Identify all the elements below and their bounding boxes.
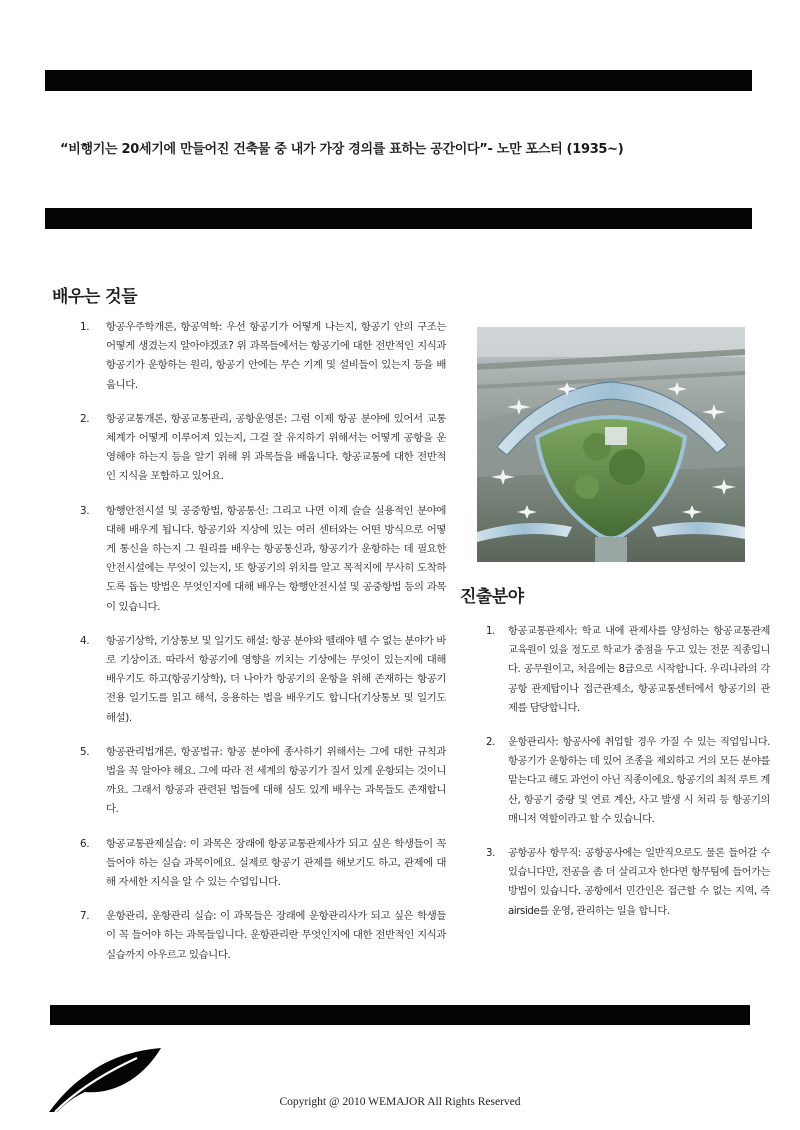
item-number: 3.: [486, 848, 495, 860]
item-number: 1.: [80, 321, 90, 333]
footer-divider-bar: [50, 1005, 750, 1025]
airport-illustration: [477, 327, 745, 562]
item-number: 6.: [80, 837, 90, 850]
list-item: [80, 410, 446, 487]
top-divider-bar: [45, 70, 752, 91]
item-number: 4.: [80, 634, 90, 647]
header-quote: “비행기는 20세기에 만들어진 건축물 중 내가 가장 경의를 표하는 공간이다”- 노만 포스터 (1935~): [60, 142, 624, 157]
list-item: [80, 502, 446, 617]
item-text: 항공관리법개론, 항공법규: 항공 분야에 종사하기 위해서는 그에 대한 규칙과 법을 꼭 알아야 해요. 그에 따라 전 세계의 항공기가 질서 있게 운항되는 것이니까요. 그래서 항공과 관련된 법들에 대해 심도 있게 배우는 과목들도 존재합니다.: [106, 745, 446, 816]
list-item: [80, 907, 446, 965]
airport-aerial-image: [477, 327, 745, 562]
list-item: [80, 632, 446, 728]
item-number: 7.: [80, 910, 90, 923]
item-number: 1.: [486, 626, 495, 637]
learn-section-title: 배우는 것들: [52, 287, 138, 307]
list-item: [486, 844, 770, 921]
list-item: [486, 622, 770, 718]
item-text: 항행안전시설 및 공중항법, 항공통신: 그리고 나면 이제 슬슬 실용적인 분야에 대해 배우게 됩니다. 항공기와 지상에 있는 여러 센터와는 어떤 방식으로 어떻게 통신을 하는지 그 원리를 배우는 항공통신과, 항공기가 운항하는 데 필요한 안전시설에는 무엇이 있는지, 또 항공기의 위치를 알고 목적지에 무사히 도착하도록 돕는 방법은 무엇인지에 대해 배우는 항행안전시설 및 공중항법 등의 과목이 있습니다.: [106, 504, 446, 613]
item-number: 2.: [486, 737, 495, 749]
item-text: 항공우주학개론, 항공역학: 우선 항공기가 어떻게 나는지, 항공기 안의 구조는 어떻게 생겼는지 알아야겠죠? 위 과목들에서는 항공기에 대한 전반적인 지식과 항공기가 운항하는 원리, 항공기 안에는 무슨 기계 및 설비들이 있는지 등을 배웁니다.: [106, 321, 446, 391]
item-number: 2.: [80, 412, 90, 425]
career-section-title: 진출분야: [460, 587, 524, 607]
item-number: 3.: [80, 504, 90, 517]
item-text: 항공교통개론, 항공교통관리, 공항운영론: 그럼 이제 항공 분야에 있어서 교통 체계가 어떻게 이루어져 있는지, 그걸 잘 유지하기 위해서는 어떻게 공항을 운영해야 하는지 등을 알기 위해 위 과목들을 배웁니다. 항공교통에 대한 전반적인 지식을 포함하고 있어요.: [106, 412, 446, 483]
learn-list: [80, 318, 446, 980]
list-item: [80, 743, 446, 820]
list-item: [80, 835, 446, 893]
copyright-text: Copyright @ 2010 WEMAJOR All Rights Reserved: [279, 1096, 521, 1108]
career-list: [486, 622, 770, 936]
item-text: 항공기상학, 기상통보 및 일기도 해설: 항공 분야와 뗄래야 뗄 수 없는 분야가 바로 기상이죠. 따라서 항공기에 영향을 끼치는 기상에는 무엇이 있는지에 대해 배우기도 하고(항공기상학), 더 나아가 항공기의 운항을 위해 존재하는 항공기 전용 일기도를 읽고 해석, 응용하는 법을 배우기도 합니다(기상통보 및 일기도 해설).: [106, 634, 446, 724]
item-text: 공항공사 항무직: 공항공사에는 일반직으로도 물론 들어갈 수 있습니다만, 전공을 좀 더 살리고자 한다면 항무팀에 들어가는 방법이 있습니다. 공항에서 민간인은 접근할 수 없는 지역, 즉 airside를 운영, 관리하는 일을 합니다.: [508, 848, 770, 917]
item-number: 5.: [80, 745, 90, 758]
item-text: 항공교통관제사: 학교 내에 관제사를 양성하는 항공교통관제교육원이 있을 정도로 학교가 중점을 두고 있는 전문 직종입니다. 공무원이고, 처음에는 8급으로 시작합니다. 우리나라의 각 공항 관제탑이나 접근관제소, 항공교통센터에서 항공기의 관제를 담당합니다.: [508, 626, 770, 714]
list-item: [486, 733, 770, 829]
item-text: 항공교통관제실습: 이 과목은 장래에 항공교통관제사가 되고 싶은 학생들이 꼭 들어야 하는 실습 과목이에요. 실제로 항공기 관제를 해보기도 하고, 관제에 대해 자세한 지식을 알 수 있는 수업입니다.: [106, 837, 446, 889]
item-text: 운항관리, 운항관리 실습: 이 과목들은 장래에 운항관리사가 되고 싶은 학생들이 꼭 들어야 하는 과목들입니다. 운항관리란 무엇인지에 대한 전반적인 지식과 실습까지 아우르고 있습니다.: [106, 910, 446, 961]
quote-divider-bar: [45, 208, 752, 229]
list-item: [80, 318, 446, 395]
item-text: 운항관리사: 항공사에 취업할 경우 가질 수 있는 직업입니다. 항공기가 운항하는 데 있어 조종을 제외하고 거의 모든 분야를 맡는다고 해도 과언이 아닌 직종이에요. 항공기의 최적 루트 계산, 항공기 중량 및 연료 계산, 사고 발생 시 처리 등 항공기의 매니저 역할이라고 할 수 있습니다.: [508, 737, 770, 825]
